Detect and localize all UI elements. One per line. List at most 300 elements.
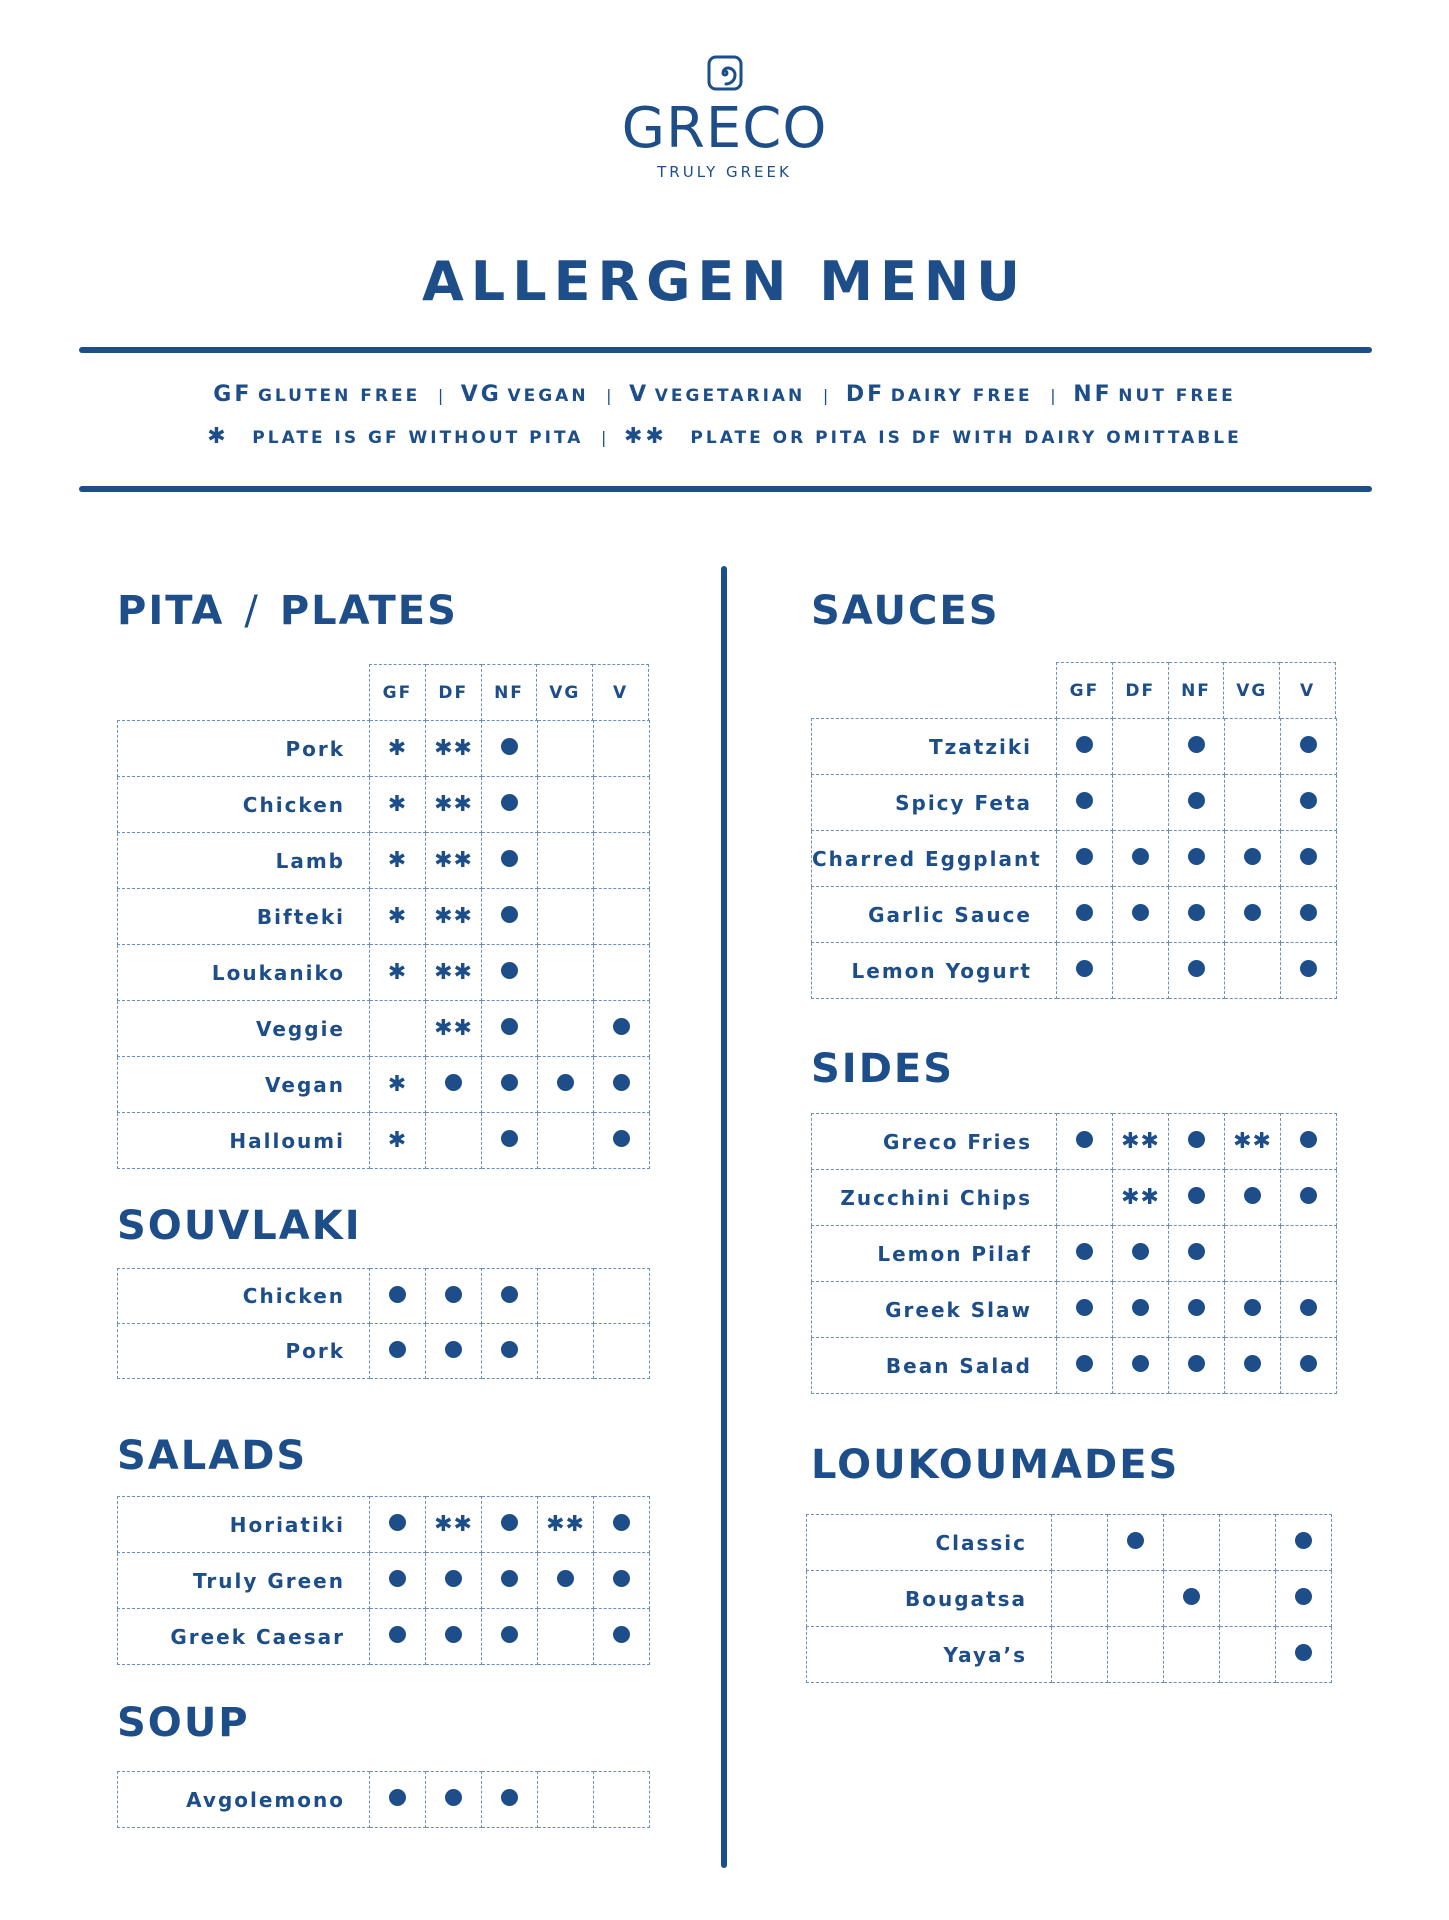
allergen-cell-gf: ✱ — [370, 721, 426, 777]
allergen-cell-vg — [538, 945, 594, 1001]
allergen-free-dot-icon — [445, 1570, 462, 1587]
allergen-cell-nf — [482, 1269, 538, 1324]
allergen-free-dot-icon — [1300, 1355, 1317, 1372]
allergen-free-dot-icon — [445, 1341, 462, 1358]
section-title-pita-a: PITA — [117, 588, 225, 634]
column-header-df: DF — [425, 665, 481, 722]
table-row — [812, 887, 1337, 943]
allergen-free-dot-icon — [1300, 960, 1317, 977]
allergen-cell-nf — [482, 1324, 538, 1379]
table-row — [812, 1114, 1337, 1170]
dish-name: Pork — [118, 721, 370, 777]
dish-name: Vegan — [118, 1057, 370, 1113]
allergen-free-dot-icon — [1188, 848, 1205, 865]
allergen-cell-v — [1281, 1170, 1337, 1226]
allergen-free-dot-icon — [1076, 1131, 1093, 1148]
allergen-cell-gf — [1057, 719, 1113, 775]
allergen-free-dot-icon — [1244, 848, 1261, 865]
dish-name: Chicken — [118, 1269, 370, 1324]
section-title-slash: / — [244, 588, 260, 634]
dish-name: Halloumi — [118, 1113, 370, 1169]
allergen-table-soup — [117, 1771, 650, 1828]
allergen-cell-gf — [1057, 1170, 1113, 1226]
allergen-cell-v — [594, 1609, 650, 1665]
allergen-free-dot-icon — [501, 1074, 518, 1091]
allergen-cell-v — [594, 777, 650, 833]
page-title: ALLERGEN MENU — [422, 250, 1027, 313]
allergen-cell-vg — [538, 889, 594, 945]
allergen-free-dot-icon — [613, 1626, 630, 1643]
allergen-cell-df: ✱✱ — [1113, 1170, 1169, 1226]
allergen-free-dot-icon — [501, 906, 518, 923]
legend-text: VEGETARIAN — [654, 386, 806, 406]
allergen-cell-gf: ✱ — [370, 833, 426, 889]
allergen-free-dot-icon — [445, 1074, 462, 1091]
allergen-free-dot-icon — [1300, 1299, 1317, 1316]
brand-tagline: TRULY GREEK — [657, 163, 792, 181]
allergen-free-dot-icon — [1188, 1355, 1205, 1372]
allergen-cell-nf — [482, 1772, 538, 1828]
allergen-cell-vg — [1225, 775, 1281, 831]
column-header-left — [369, 664, 649, 721]
allergen-free-dot-icon — [1076, 904, 1093, 921]
dish-name: Spicy Feta — [812, 775, 1057, 831]
table-row — [812, 1226, 1337, 1282]
column-header-df: DF — [1112, 663, 1168, 720]
section-title-sides: SIDES — [811, 1046, 955, 1092]
allergen-cell-gf: ✱ — [370, 777, 426, 833]
legend-code: GF — [213, 382, 253, 407]
allergen-free-dot-icon — [1244, 904, 1261, 921]
allergen-cell-vg — [1225, 887, 1281, 943]
allergen-cell-vg — [538, 1609, 594, 1665]
dish-name: Classic — [807, 1515, 1052, 1571]
dish-name: Lemon Yogurt — [812, 943, 1057, 999]
table-row — [118, 1772, 650, 1828]
legend-code: ✱✱ — [623, 424, 667, 449]
allergen-cell-df — [1113, 719, 1169, 775]
allergen-free-dot-icon — [1188, 1187, 1205, 1204]
legend-code: VG — [460, 382, 502, 407]
allergen-free-dot-icon — [1300, 1131, 1317, 1148]
dish-name: Avgolemono — [118, 1772, 370, 1828]
allergen-cell-df: ✱✱ — [426, 777, 482, 833]
allergen-cell-df — [426, 1057, 482, 1113]
allergen-cell-df — [1108, 1515, 1164, 1571]
allergen-cell-nf — [482, 721, 538, 777]
table-row — [118, 1057, 650, 1113]
allergen-free-dot-icon — [1244, 1355, 1261, 1372]
allergen-cell-v — [1281, 1338, 1337, 1394]
table-row — [118, 945, 650, 1001]
allergen-cell-v — [1281, 1114, 1337, 1170]
allergen-free-dot-icon — [501, 1789, 518, 1806]
table-row — [118, 1497, 650, 1553]
bottom-divider — [79, 486, 1372, 492]
table-row — [812, 1170, 1337, 1226]
allergen-cell-gf — [1057, 1282, 1113, 1338]
allergen-cell-df: ✱✱ — [426, 1497, 482, 1553]
legend-separator: | — [606, 386, 612, 405]
allergen-free-dot-icon — [501, 1130, 518, 1147]
table-row — [118, 1001, 650, 1057]
allergen-cell-df: ✱✱ — [426, 721, 482, 777]
spiral-square-icon — [707, 55, 743, 95]
allergen-free-dot-icon — [1076, 1243, 1093, 1260]
legend-code: ✱ — [207, 424, 229, 449]
allergen-free-dot-icon — [1244, 1187, 1261, 1204]
allergen-free-dot-icon — [613, 1570, 630, 1587]
allergen-free-dot-icon — [1300, 792, 1317, 809]
allergen-free-dot-icon — [557, 1570, 574, 1587]
allergen-free-dot-icon — [1076, 1355, 1093, 1372]
allergen-cell-gf — [1052, 1627, 1108, 1683]
allergen-cell-gf — [1057, 831, 1113, 887]
table-row — [118, 889, 650, 945]
allergen-cell-df — [1113, 887, 1169, 943]
allergen-cell-nf — [482, 833, 538, 889]
table-row — [807, 1627, 1332, 1683]
allergen-free-dot-icon — [389, 1286, 406, 1303]
legend-text: PLATE IS GF WITHOUT PITA — [252, 428, 584, 448]
allergen-free-dot-icon — [613, 1130, 630, 1147]
table-row — [118, 833, 650, 889]
allergen-cell-df: ✱✱ — [426, 1001, 482, 1057]
allergen-cell-v — [594, 1497, 650, 1553]
allergen-cell-nf — [482, 1553, 538, 1609]
allergen-cell-nf — [1169, 1282, 1225, 1338]
dish-name: Lemon Pilaf — [812, 1226, 1057, 1282]
legend-code: DF — [845, 382, 886, 407]
dish-name: Yaya’s — [807, 1627, 1052, 1683]
allergen-cell-df — [1113, 943, 1169, 999]
allergen-free-dot-icon — [1300, 736, 1317, 753]
table-row — [812, 831, 1337, 887]
table-row — [118, 1553, 650, 1609]
allergen-cell-gf — [370, 1324, 426, 1379]
legend-text: VEGAN — [507, 386, 589, 406]
allergen-free-dot-icon — [501, 850, 518, 867]
allergen-free-dot-icon — [613, 1018, 630, 1035]
allergen-cell-df: ✱✱ — [426, 833, 482, 889]
allergen-free-dot-icon — [389, 1789, 406, 1806]
legend-separator: | — [1050, 386, 1056, 405]
allergen-cell-df — [426, 1269, 482, 1324]
allergen-free-dot-icon — [1188, 1243, 1205, 1260]
allergen-cell-nf — [482, 1609, 538, 1665]
allergen-cell-gf: ✱ — [370, 1057, 426, 1113]
allergen-cell-v — [1276, 1571, 1332, 1627]
allergen-cell-gf: ✱ — [370, 1113, 426, 1169]
legend-text: PLATE OR PITA IS DF WITH DAIRY OMITTABLE — [690, 428, 1242, 448]
column-divider — [721, 566, 727, 1868]
allergen-free-dot-icon — [1076, 736, 1093, 753]
allergen-free-dot-icon — [389, 1626, 406, 1643]
allergen-cell-vg: ✱✱ — [1225, 1114, 1281, 1170]
allergen-cell-gf — [1057, 887, 1113, 943]
allergen-cell-nf — [482, 1113, 538, 1169]
allergen-cell-nf — [482, 1497, 538, 1553]
allergen-cell-nf — [482, 1001, 538, 1057]
allergen-cell-gf — [1057, 943, 1113, 999]
allergen-cell-nf — [482, 1057, 538, 1113]
allergen-cell-v — [594, 1324, 650, 1379]
allergen-free-dot-icon — [1188, 792, 1205, 809]
allergen-free-dot-icon — [1295, 1532, 1312, 1549]
allergen-free-dot-icon — [1132, 1243, 1149, 1260]
allergen-cell-nf — [1169, 831, 1225, 887]
allergen-cell-vg — [1225, 1282, 1281, 1338]
allergen-cell-nf — [1164, 1627, 1220, 1683]
allergen-cell-vg: ✱✱ — [538, 1497, 594, 1553]
table-row — [118, 1324, 650, 1379]
allergen-free-dot-icon — [445, 1626, 462, 1643]
allergen-cell-vg — [1225, 1226, 1281, 1282]
allergen-cell-df — [1113, 831, 1169, 887]
allergen-free-dot-icon — [1076, 960, 1093, 977]
column-header-gf: GF — [370, 665, 426, 722]
allergen-cell-nf — [1164, 1571, 1220, 1627]
allergen-cell-nf — [1169, 1170, 1225, 1226]
allergen-cell-v — [1281, 1226, 1337, 1282]
legend-line-1 — [0, 382, 1449, 407]
allergen-free-dot-icon — [1132, 1299, 1149, 1316]
allergen-cell-v — [594, 1269, 650, 1324]
allergen-table-sauces — [811, 718, 1337, 999]
dish-name: Garlic Sauce — [812, 887, 1057, 943]
allergen-free-dot-icon — [445, 1286, 462, 1303]
legend-separator: | — [437, 386, 444, 405]
dish-name: Greek Caesar — [118, 1609, 370, 1665]
dish-name: Zucchini Chips — [812, 1170, 1057, 1226]
legend-text: GLUTEN FREE — [257, 386, 421, 406]
section-title-sauces: SAUCES — [811, 588, 1000, 634]
allergen-free-dot-icon — [1295, 1588, 1312, 1605]
allergen-cell-v — [594, 1057, 650, 1113]
allergen-cell-gf — [370, 1497, 426, 1553]
allergen-cell-nf — [1169, 1226, 1225, 1282]
section-title-salads: SALADS — [117, 1433, 308, 1479]
allergen-cell-nf — [1169, 1114, 1225, 1170]
allergen-free-dot-icon — [501, 962, 518, 979]
allergen-cell-df: ✱✱ — [1113, 1114, 1169, 1170]
dish-name: Bougatsa — [807, 1571, 1052, 1627]
allergen-cell-v — [594, 945, 650, 1001]
dish-name: Veggie — [118, 1001, 370, 1057]
allergen-cell-v — [1281, 943, 1337, 999]
allergen-free-dot-icon — [1244, 1299, 1261, 1316]
allergen-free-dot-icon — [501, 794, 518, 811]
dish-name: Charred Eggplant — [812, 831, 1057, 887]
allergen-free-dot-icon — [1188, 1299, 1205, 1316]
table-row — [118, 721, 650, 777]
table-row — [812, 1338, 1337, 1394]
allergen-free-dot-icon — [613, 1074, 630, 1091]
allergen-free-dot-icon — [501, 738, 518, 755]
allergen-cell-vg — [1225, 1170, 1281, 1226]
allergen-cell-vg — [1220, 1571, 1276, 1627]
dish-name: Pork — [118, 1324, 370, 1379]
table-row — [812, 719, 1337, 775]
allergen-cell-df — [426, 1772, 482, 1828]
dish-name: Greek Slaw — [812, 1282, 1057, 1338]
dish-name: Horiatiki — [118, 1497, 370, 1553]
column-header-v: V — [593, 665, 649, 722]
column-header-vg: VG — [1224, 663, 1280, 720]
allergen-free-dot-icon — [501, 1514, 518, 1531]
legend-separator: | — [600, 428, 607, 447]
allergen-cell-v — [1281, 1282, 1337, 1338]
allergen-free-dot-icon — [1132, 904, 1149, 921]
allergen-cell-v — [594, 833, 650, 889]
allergen-cell-vg — [538, 1269, 594, 1324]
dish-name: Tzatziki — [812, 719, 1057, 775]
allergen-cell-df — [426, 1113, 482, 1169]
allergen-free-dot-icon — [389, 1341, 406, 1358]
table-row — [812, 943, 1337, 999]
allergen-cell-vg — [1225, 719, 1281, 775]
allergen-free-dot-icon — [1076, 1299, 1093, 1316]
section-title-loukoumades: LOUKOUMADES — [811, 1442, 1180, 1488]
allergen-free-dot-icon — [1300, 1187, 1317, 1204]
allergen-free-dot-icon — [1188, 736, 1205, 753]
column-header-v: V — [1280, 663, 1336, 720]
dish-name: Lamb — [118, 833, 370, 889]
allergen-free-dot-icon — [1188, 904, 1205, 921]
allergen-cell-vg — [538, 1772, 594, 1828]
allergen-cell-df — [426, 1324, 482, 1379]
allergen-cell-gf — [370, 1269, 426, 1324]
table-row — [812, 775, 1337, 831]
allergen-table-souvlaki — [117, 1268, 650, 1379]
allergen-cell-gf — [1052, 1515, 1108, 1571]
allergen-cell-vg — [538, 1113, 594, 1169]
section-title-souvlaki: SOUVLAKI — [117, 1203, 362, 1249]
allergen-cell-v — [1281, 719, 1337, 775]
brand-name: GRECO — [621, 96, 828, 161]
allergen-free-dot-icon — [501, 1341, 518, 1358]
allergen-free-dot-icon — [501, 1626, 518, 1643]
allergen-free-dot-icon — [1076, 792, 1093, 809]
allergen-free-dot-icon — [1300, 848, 1317, 865]
allergen-cell-gf — [1057, 1226, 1113, 1282]
allergen-free-dot-icon — [501, 1018, 518, 1035]
legend-line-2 — [0, 424, 1449, 449]
allergen-free-dot-icon — [389, 1570, 406, 1587]
section-title-soup: SOUP — [117, 1700, 250, 1746]
table-row — [118, 1269, 650, 1324]
legend-code: V — [629, 382, 650, 407]
allergen-cell-nf — [1169, 775, 1225, 831]
allergen-cell-nf — [1169, 887, 1225, 943]
allergen-cell-vg — [1225, 943, 1281, 999]
allergen-cell-vg — [1225, 1338, 1281, 1394]
allergen-cell-gf — [370, 1553, 426, 1609]
allergen-free-dot-icon — [1132, 848, 1149, 865]
allergen-cell-df — [426, 1553, 482, 1609]
allergen-cell-gf: ✱ — [370, 945, 426, 1001]
allergen-cell-gf — [1052, 1571, 1108, 1627]
allergen-cell-vg — [538, 777, 594, 833]
allergen-free-dot-icon — [501, 1286, 518, 1303]
allergen-cell-df — [1113, 1282, 1169, 1338]
dish-name: Bifteki — [118, 889, 370, 945]
allergen-cell-nf — [1164, 1515, 1220, 1571]
allergen-cell-v — [594, 889, 650, 945]
allergen-cell-v — [594, 1001, 650, 1057]
legend-separator: | — [822, 386, 829, 405]
allergen-free-dot-icon — [389, 1514, 406, 1531]
allergen-cell-v — [594, 1553, 650, 1609]
allergen-cell-gf — [1057, 775, 1113, 831]
table-row — [118, 1609, 650, 1665]
brand-logo — [0, 55, 1449, 181]
allergen-cell-nf — [482, 777, 538, 833]
column-header-nf: NF — [481, 665, 537, 722]
allergen-cell-vg — [1220, 1627, 1276, 1683]
legend-code: NF — [1073, 382, 1113, 407]
allergen-cell-v — [594, 1113, 650, 1169]
allergen-cell-gf — [370, 1001, 426, 1057]
allergen-table-sides — [811, 1113, 1337, 1394]
column-header-vg: VG — [537, 665, 593, 722]
allergen-cell-nf — [1169, 943, 1225, 999]
dish-name: Chicken — [118, 777, 370, 833]
dish-name: Bean Salad — [812, 1338, 1057, 1394]
column-header-gf: GF — [1057, 663, 1113, 720]
allergen-cell-v — [594, 1772, 650, 1828]
allergen-table-pita — [117, 720, 650, 1169]
allergen-free-dot-icon — [1300, 904, 1317, 921]
allergen-table-salads — [117, 1496, 650, 1665]
table-row — [807, 1515, 1332, 1571]
allergen-cell-nf — [1169, 1338, 1225, 1394]
table-row — [812, 1282, 1337, 1338]
allergen-cell-vg — [538, 1553, 594, 1609]
column-header-nf: NF — [1168, 663, 1224, 720]
section-title-pita — [117, 588, 458, 634]
allergen-cell-vg — [538, 1057, 594, 1113]
allergen-cell-vg — [538, 833, 594, 889]
allergen-cell-nf — [1169, 719, 1225, 775]
table-row — [118, 1113, 650, 1169]
allergen-cell-v — [1276, 1515, 1332, 1571]
allergen-cell-df — [1113, 775, 1169, 831]
allergen-free-dot-icon — [613, 1514, 630, 1531]
allergen-cell-vg — [538, 721, 594, 777]
allergen-free-dot-icon — [1132, 1355, 1149, 1372]
dish-name: Greco Fries — [812, 1114, 1057, 1170]
allergen-cell-df — [1113, 1226, 1169, 1282]
allergen-cell-vg — [538, 1324, 594, 1379]
legend-text: DAIRY FREE — [890, 386, 1033, 406]
allergen-cell-vg — [1225, 831, 1281, 887]
allergen-cell-df — [1108, 1627, 1164, 1683]
allergen-cell-nf — [482, 945, 538, 1001]
section-title-pita-b: PLATES — [279, 588, 458, 634]
allergen-table-loukoumades — [806, 1514, 1332, 1683]
allergen-free-dot-icon — [1183, 1588, 1200, 1605]
allergen-free-dot-icon — [1076, 848, 1093, 865]
allergen-cell-gf — [370, 1609, 426, 1665]
allergen-cell-df — [1113, 1338, 1169, 1394]
allergen-free-dot-icon — [501, 1570, 518, 1587]
table-row — [118, 777, 650, 833]
allergen-free-dot-icon — [1188, 960, 1205, 977]
allergen-cell-v — [594, 721, 650, 777]
allergen-cell-v — [1281, 775, 1337, 831]
legend-text: NUT FREE — [1118, 386, 1236, 406]
